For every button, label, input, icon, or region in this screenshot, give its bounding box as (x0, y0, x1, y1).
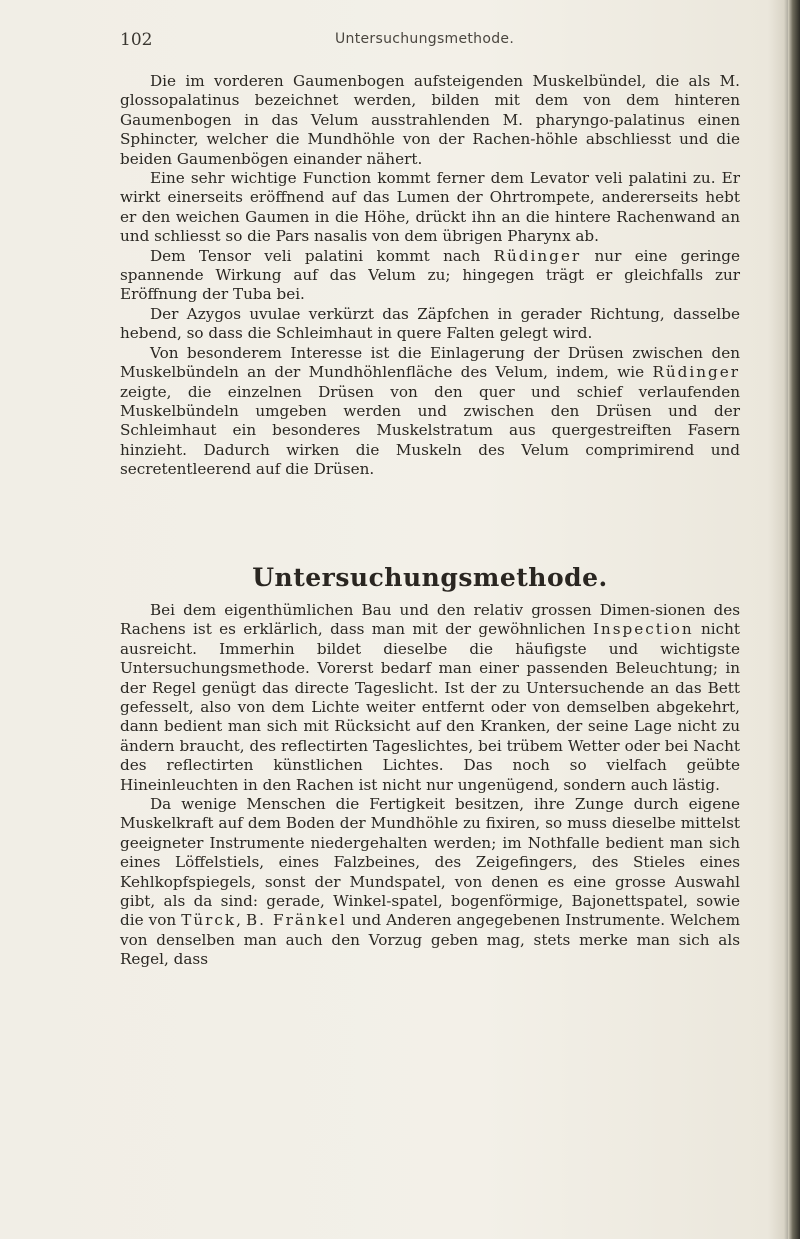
section-heading: Untersuchungsmethode. (252, 562, 608, 592)
author-name: Rüdinger (493, 246, 582, 265)
author-name: Türck (181, 911, 237, 930)
paragraph: Dem Tensor veli palatini kommt nach Rüdinger nur eine geringe spannende Wirkung auf das Velum zu; hingegen trägt er gleichfalls zur Eröffnung der Tuba bei. (120, 246, 740, 304)
paragraph: Der Azygos uvulae verkürzt das Zäpfchen in gerader Richtung, dasselbe hebend, so dass die Schleimhaut in quere Falten gelegt wird. (120, 304, 740, 343)
page-edge-shadow (788, 0, 800, 1239)
paragraph: Eine sehr wichtige Function kommt ferner dem Levator veli palatini zu. Er wirkt einerseits eröffnend auf das Lumen der Ohrtrompete, andererseits hebt er den weichen Gaumen in die Höhe, drückt ihn an die hintere Rachenwand an und schliesst so die Pars nasalis von dem übrigen Pharynx ab. (120, 169, 740, 246)
running-head: Untersuchungsmethode. (335, 31, 515, 47)
paragraph: Von besonderem Interesse ist die Einlagerung der Drüsen zwischen den Muskelbündeln an der Mundhöhlenfläche des Velum, indem, wie Rüdinger zeigte, die einzelnen Drüsen von den quer und schief verlaufenden Muskelbündeln umgeben werden und zwischen den Drüsen und der Schleimhaut ein besonderes Muskelstratum aus quergestreiften Fasern hinzieht. Dadurch wirken die Muskeln des Velum comprimirend und secretentleerend auf die Drüsen. (120, 343, 740, 479)
paragraph: Da wenige Menschen die Fertigkeit besitzen, ihre Zunge durch eigene Muskelkraft auf dem Boden der Mundhöhle zu fixiren, so muss dieselbe mittelst geeigneter Instrumente niedergehalten werden; im Nothfalle bedient man sich eines Löffelstiels, eines Falzbeines, des Zeigefingers, des Stieles eines Kehlkopfspiegels, sonst der Mundspatel, von denen es eine grosse Auswahl gibt, als da sind: gerade, Winkel-spatel, bogenförmige, Bajonettspatel, sowie die von Türck, B. Fränkel und Anderen angegebenen Instrumente. Welchem von denselben man auch den Vorzug geben mag, stets merke man sich als Regel, dass (120, 795, 741, 969)
page-header (120, 30, 740, 54)
emphasized-term: Inspection (592, 620, 694, 639)
author-name: Rüdinger (652, 363, 740, 382)
page-number: 102 (120, 30, 153, 50)
page-body (120, 72, 740, 970)
paragraph: Bei dem eigenthümlichen Bau und den relativ grossen Dimen-sionen des Rachens ist es erklärlich, dass man mit der gewöhnlichen Inspection nicht ausreicht. Immerhin bildet dieselbe die häufigste und wichtigste Untersuchungsmethode. Vorerst bedarf man einer passenden Beleuchtung; in der Regel genügt das directe Tageslicht. Ist der zu Untersuchende an das Bett gefesselt, also von dem Lichte weiter entfernt oder von demselben abgekehrt, dann bedient man sich mit Rücksicht auf den Kranken, der seine Lage nicht zu ändern braucht, des reflectirten Tageslichtes, bei trübem Wetter oder bei Nacht des reflectirten künstlichen Lichtes. Das noch so vielfach geübte Hineinleuchten in den Rachen ist nicht nur ungenügend, sondern auch lästig. (120, 600, 741, 794)
paragraph: Die im vorderen Gaumenbogen aufsteigenden Muskelbündel, die als M. glossopalatinus bezeichnet werden, bilden mit dem von dem hinteren Gaumenbogen in das Velum ausstrahlenden M. pharyngo-palatinus einen Sphincter, welcher die Mundhöhle von der Rachen-höhle abschliesst und die beiden Gaumenbögen einander nähert. (120, 72, 740, 168)
author-name: B. Fränkel (245, 911, 347, 930)
